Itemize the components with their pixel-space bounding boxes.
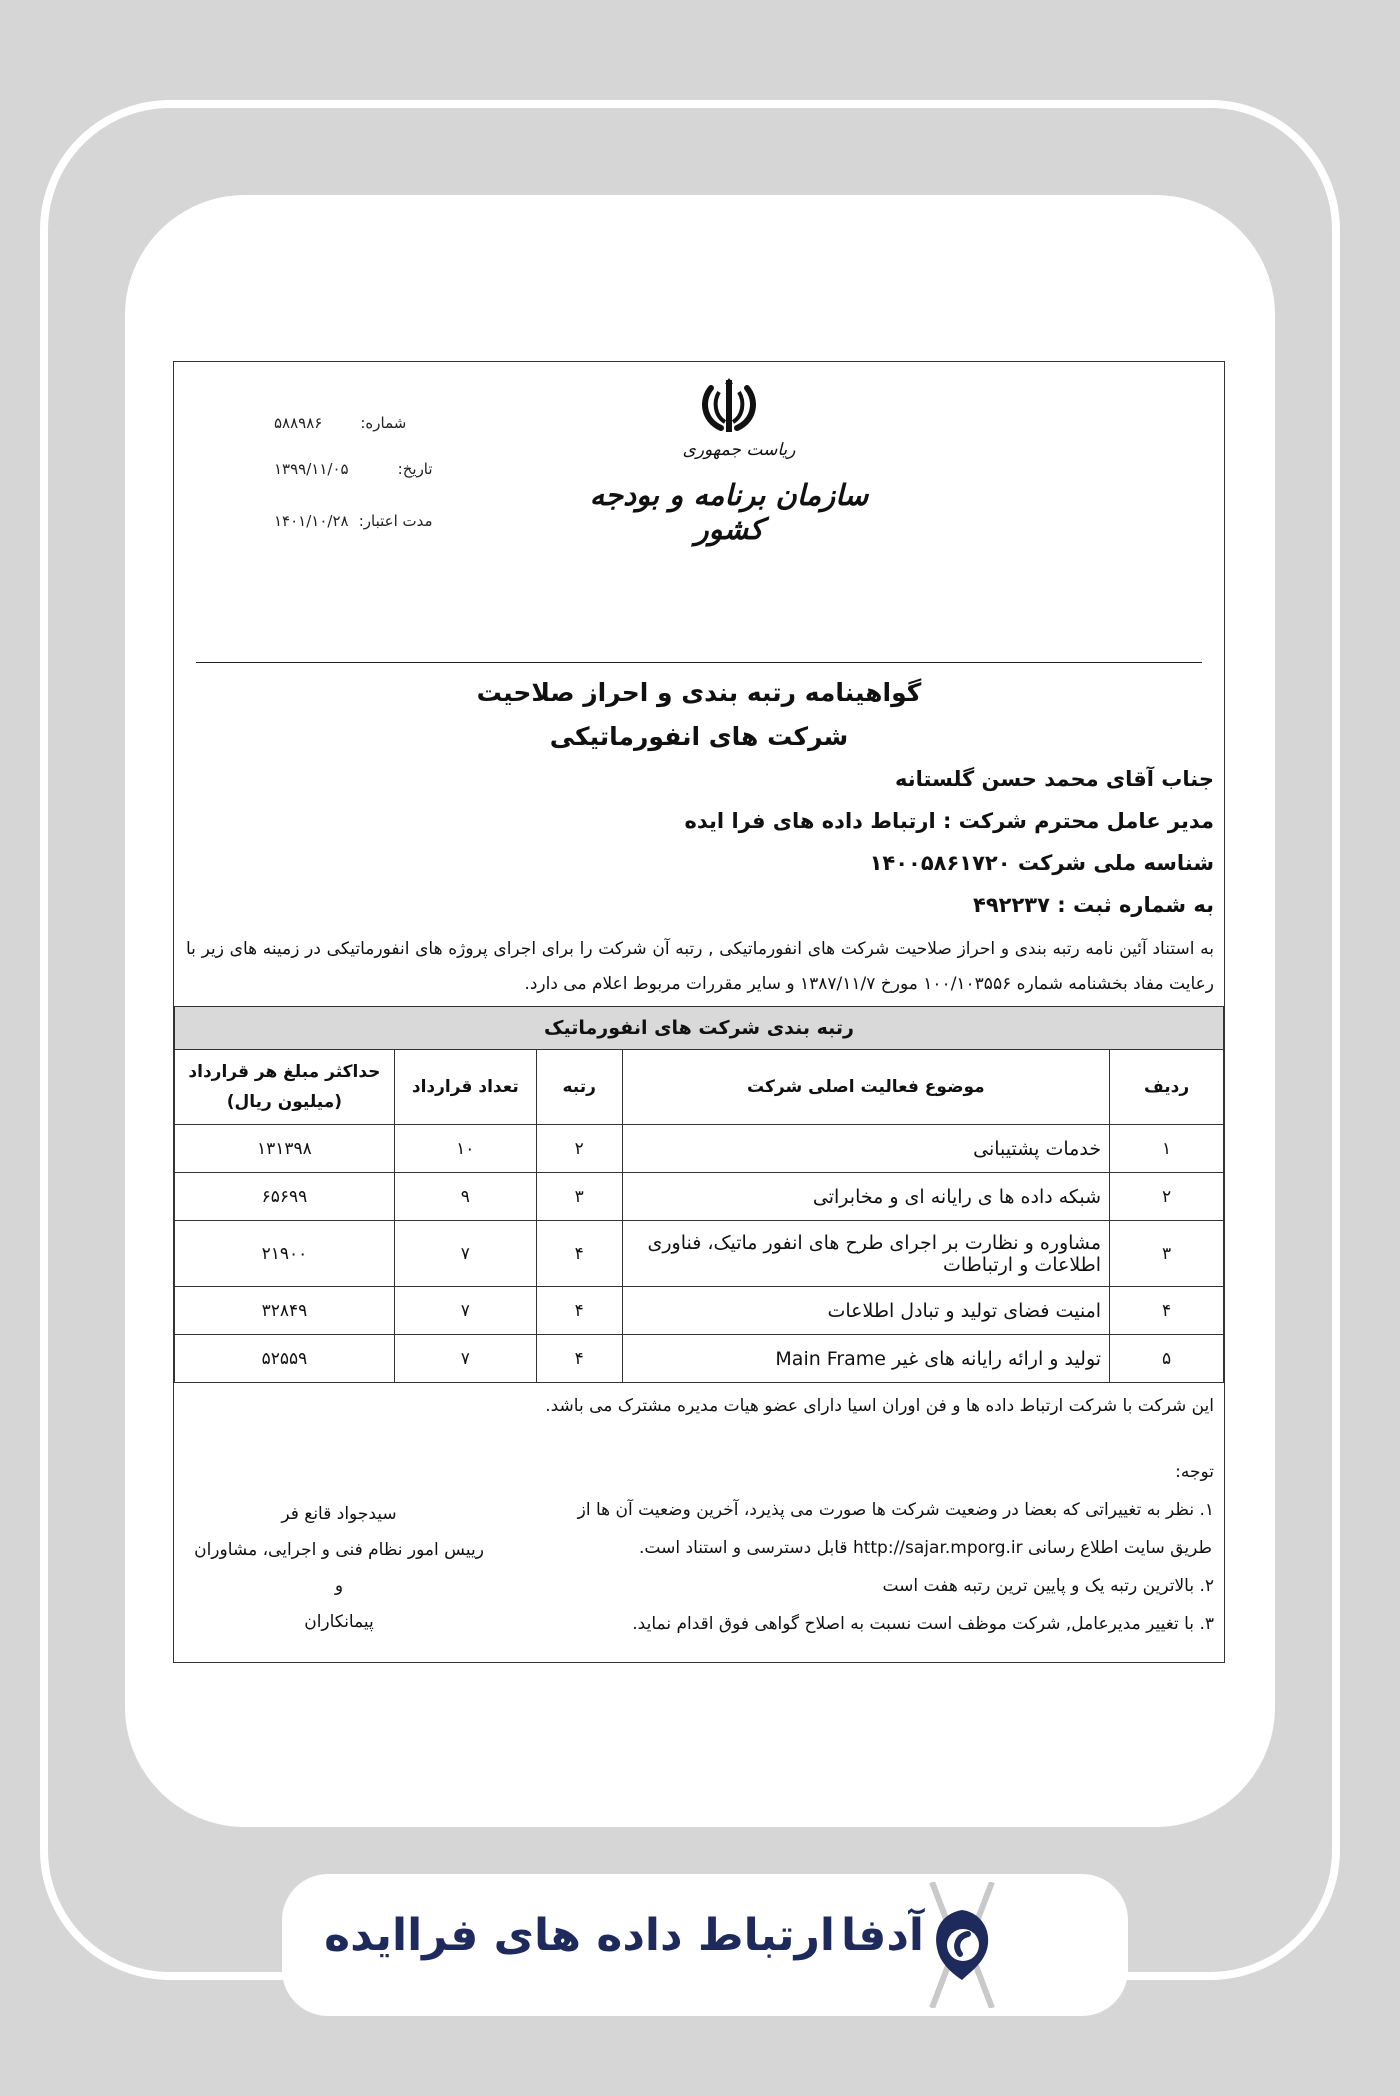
gov-title: سازمان برنامه و بودجه کشور <box>589 478 869 546</box>
header-divider <box>196 662 1202 663</box>
cell-max-amount: ۲۱۹۰۰ <box>175 1221 395 1287</box>
cell-grade: ۲ <box>536 1125 622 1173</box>
national-id: شناسه ملی شرکت ۱۴۰۰۵۸۶۱۷۲۰ <box>869 851 1214 875</box>
brand-short-name: آدفا <box>841 1910 924 1961</box>
note-item: طریق سایت اطلاع رسانی http://sajar.mporg.ir قابل دسترسی و استناد است. <box>639 1538 1212 1558</box>
adfa-logo-icon <box>912 1882 1012 2008</box>
certificate-subtitle: شرکت های انفورماتیکی <box>549 722 849 751</box>
brand-footer <box>282 1874 1128 2016</box>
company-name: مدیر عامل محترم شرکت : ارتباط داده های فرا ایده <box>684 809 1214 833</box>
cell-grade: ۴ <box>536 1287 622 1335</box>
header-grade: رتبه <box>536 1050 622 1125</box>
cell-max-amount: ۱۳۱۳۹۸ <box>175 1125 395 1173</box>
number-label: شماره: <box>360 414 407 432</box>
brand-tagline: ارتباط داده های فراایده <box>324 1910 835 1961</box>
cell-count: ۷ <box>394 1287 536 1335</box>
gov-subtitle: ریاست جمهوری <box>682 440 796 460</box>
brand-name <box>324 1910 924 1961</box>
signer-title-line1: رییس امور نظام فنی و اجرایی، مشاوران و <box>194 1540 484 1596</box>
grading-table <box>174 1006 1224 1383</box>
cell-subject: امنیت فضای تولید و تبادل اطلاعات <box>622 1287 1109 1335</box>
cell-subject: مشاوره و نظارت بر اجرای طرح های انفور ماتیک، فناوری اطلاعات و ارتباطات <box>622 1221 1109 1287</box>
cell-subject: تولید و ارائه رایانه های غیر Main Frame <box>622 1335 1109 1383</box>
table-caption: رتبه بندی شرکت های انفورماتیک <box>175 1007 1224 1050</box>
table-row <box>175 1335 1224 1383</box>
certificate-number <box>274 414 406 432</box>
cell-row: ۵ <box>1110 1335 1224 1383</box>
cell-subject: شبکه داده ها ی رایانه ای و مخابراتی <box>622 1173 1109 1221</box>
cell-max-amount: ۳۲۸۴۹ <box>175 1287 395 1335</box>
note-item: ۳. با تغییر مدیرعامل, شرکت موظف است نسبت به اصلاح گواهی فوق اقدام نماید. <box>632 1614 1214 1634</box>
signer-block <box>194 1496 484 1640</box>
certificate-validity <box>274 512 433 530</box>
cell-count: ۱۰ <box>394 1125 536 1173</box>
registration-number: به شماره ثبت : ۴۹۲۲۳۷ <box>973 893 1214 917</box>
cell-row: ۳ <box>1110 1221 1224 1287</box>
note-item: ۲. بالاترین رتبه یک و پایین ترین رتبه هفت است <box>882 1576 1214 1596</box>
cell-count: ۷ <box>394 1335 536 1383</box>
cell-max-amount: ۵۲۵۵۹ <box>175 1335 395 1383</box>
cell-count: ۷ <box>394 1221 536 1287</box>
notes-heading: توجه: <box>1175 1462 1214 1482</box>
intro-paragraph: به استناد آئین نامه رتبه بندی و احراز صلاحیت شرکت های انفورماتیکی , رتبه آن شرکت را برای اجرای پروژه های انفورماتیکی در زمینه های زیر با رعایت مفاد بخشنامه شماره ۱۰۰/۱۰۳۵۵۶ مورخ ۱۳۸۷/۱۱/۷ و سایر مقررات مربوط اعلام می دارد. <box>186 939 1214 994</box>
cell-row: ۲ <box>1110 1173 1224 1221</box>
date-label: تاریخ: <box>397 460 433 478</box>
header-row: ردیف <box>1110 1050 1224 1125</box>
signer-name: سیدجواد قانع فر <box>281 1504 397 1524</box>
cell-grade: ۴ <box>536 1221 622 1287</box>
shared-board-footnote: این شرکت با شرکت ارتباط داده ها و فن اوران اسیا دارای عضو هیات مدیره مشترک می باشد. <box>545 1396 1214 1416</box>
note-item: ۱. نظر به تغییراتی که بعضا در وضعیت شرکت ها صورت می پذیرد، آخرین وضعیت آن ها از <box>577 1500 1214 1520</box>
cell-max-amount: ۶۵۶۹۹ <box>175 1173 395 1221</box>
header-max-amount: حداکثر مبلغ هر قرارداد (میلیون ریال) <box>175 1050 395 1125</box>
iran-emblem-icon <box>699 378 759 436</box>
table-row <box>175 1221 1224 1287</box>
table-row <box>175 1287 1224 1335</box>
cell-subject: خدمات پشتیبانی <box>622 1125 1109 1173</box>
header-subject: موضوع فعالیت اصلی شرکت <box>622 1050 1109 1125</box>
certificate-title: گواهینامه رتبه بندی و احراز صلاحیت <box>476 678 922 707</box>
table-row <box>175 1125 1224 1173</box>
header-count: تعداد قرارداد <box>394 1050 536 1125</box>
cell-grade: ۳ <box>536 1173 622 1221</box>
table-row <box>175 1173 1224 1221</box>
validity-label: مدت اعتبار: <box>358 512 433 530</box>
signer-title-line2: پیمانکاران <box>304 1612 374 1632</box>
government-emblem <box>584 378 874 546</box>
number-value: ۵۸۸۹۸۶ <box>274 414 323 432</box>
recipient-name: جناب آقای محمد حسن گلستانه <box>895 767 1214 791</box>
validity-value: ۱۴۰۱/۱۰/۲۸ <box>274 512 349 530</box>
cell-count: ۹ <box>394 1173 536 1221</box>
date-value: ۱۳۹۹/۱۱/۰۵ <box>274 460 349 478</box>
cell-row: ۴ <box>1110 1287 1224 1335</box>
certificate-document <box>173 361 1225 1663</box>
cell-row: ۱ <box>1110 1125 1224 1173</box>
certificate-date <box>274 460 433 478</box>
cell-grade: ۴ <box>536 1335 622 1383</box>
